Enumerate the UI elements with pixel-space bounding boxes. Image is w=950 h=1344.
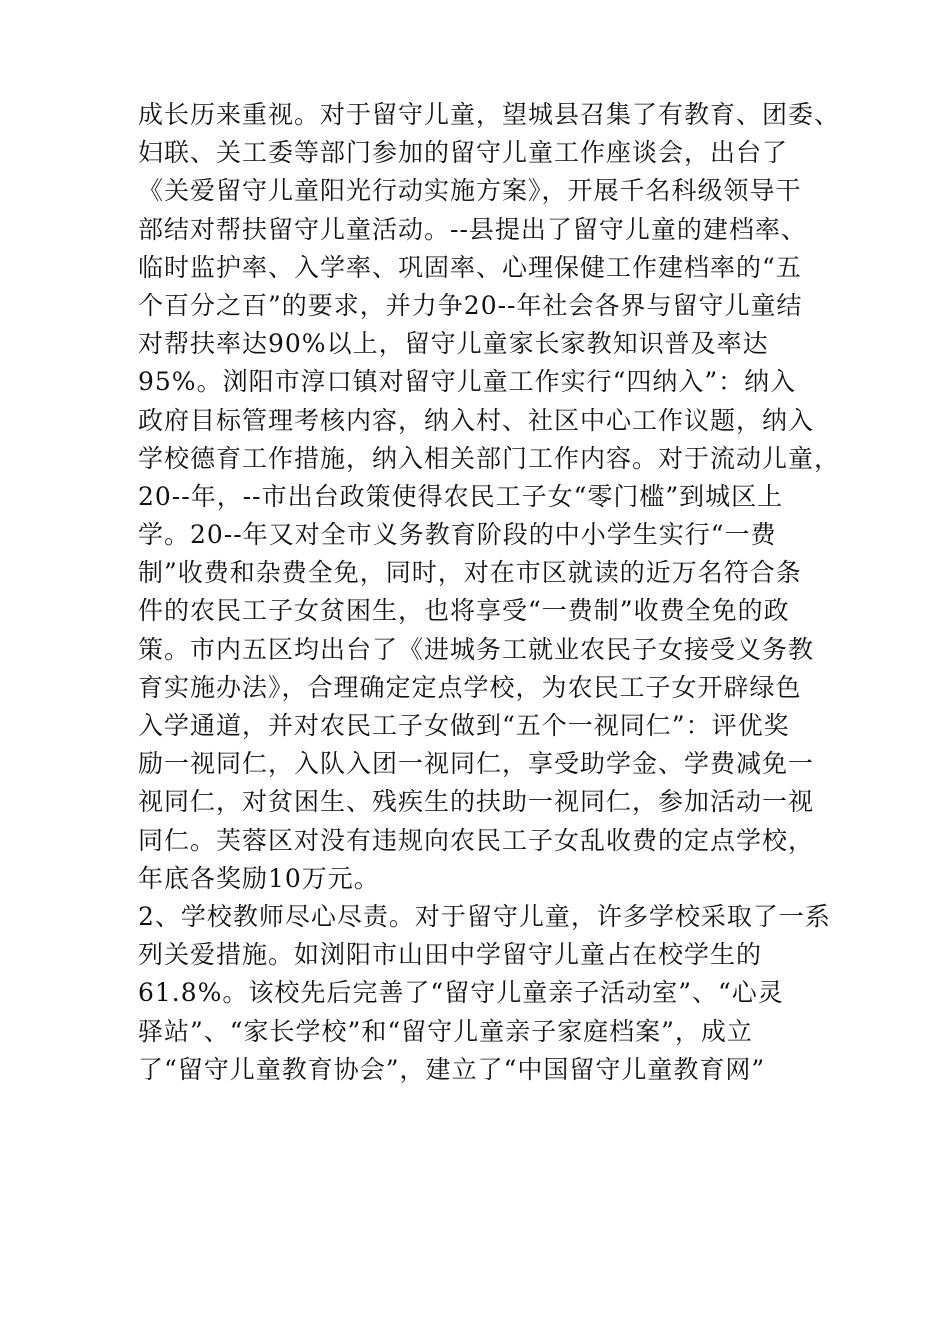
text-line: 95%。浏阳市淳口镇对留守儿童工作实行“四纳入”：纳入 [138,367,797,397]
text-line: 学。20--年又对全市义务教育阶段的中小学生实行“一费 [138,520,777,550]
text-line: 学校德育工作措施，纳入相关部门工作内容。对于流动儿童， [138,443,841,473]
text-line: 政府目标管理考核内容，纳入村、社区中心工作议题，纳入 [138,405,815,435]
text-line: 20--年，--市出台政策使得农民工子女“零门槛”到城区上 [138,481,784,511]
text-line: 个百分之百”的要求，并力争20--年社会各界与留守儿童结 [138,290,803,320]
text-line: 妇联、关工委等部门参加的留守儿童工作座谈会，出台了 [138,138,789,168]
text-line: 励一视同仁，入队入团一视同仁，享受助学金、学费减免一 [138,749,815,779]
text-line: 策。市内五区均出台了《进城务工就业农民子女接受义务教 [138,634,815,664]
body-text [138,96,841,1089]
text-line: 视同仁，对贫困生、残疾生的扶助一视同仁，参加活动一视 [138,787,815,817]
text-line: 入学通道，并对农民工子女做到“五个一视同仁”：评优奖 [138,711,790,740]
text-line: 列关爱措施。如浏阳市山田中学留守儿童占在校学生的 [138,940,763,970]
text-line: 年底各奖励10万元。 [138,863,380,893]
text-line: 临时监护率、入学率、巩固率、心理保健工作建档率的“五 [138,252,802,282]
text-line: 成长历来重视。对于留守儿童，望城县召集了有教育、团委、 [138,100,841,129]
section-heading-line: 2、学校教师尽心尽责。对于留守儿童，许多学校采取了一系 [138,901,831,931]
text-line: 件的农民工子女贫困生，也将享受“一费制”收费全免的政 [138,596,790,626]
text-line: 61.8%。该校先后完善了“留守儿童亲子活动室”、“心灵 [138,978,784,1008]
text-line: 育实施办法》，合理确定定点学校，为农民工子女开辟绿色 [138,672,802,702]
text-line: 制”收费和杂费全免，同时，对在市区就读的近万名符合条 [138,558,802,588]
text-line: 部结对帮扶留守儿童活动。--县提出了留守儿童的建档率、 [138,214,807,244]
text-line: 了“留守儿童教育协会”，建立了“中国留守儿童教育网” [138,1054,766,1084]
text-line: 同仁。芙蓉区对没有违规向农民工子女乱收费的定点学校， [138,825,815,855]
text-line: 《关爱留守儿童阳光行动实施方案》，开展千名科级领导干 [138,176,802,206]
text-line: 对帮扶率达90%以上，留守儿童家长家教知识普及率达 [138,329,769,359]
text-line: 驿站”、“家长学校”和“留守儿童亲子家庭档案”，成立 [138,1016,753,1046]
